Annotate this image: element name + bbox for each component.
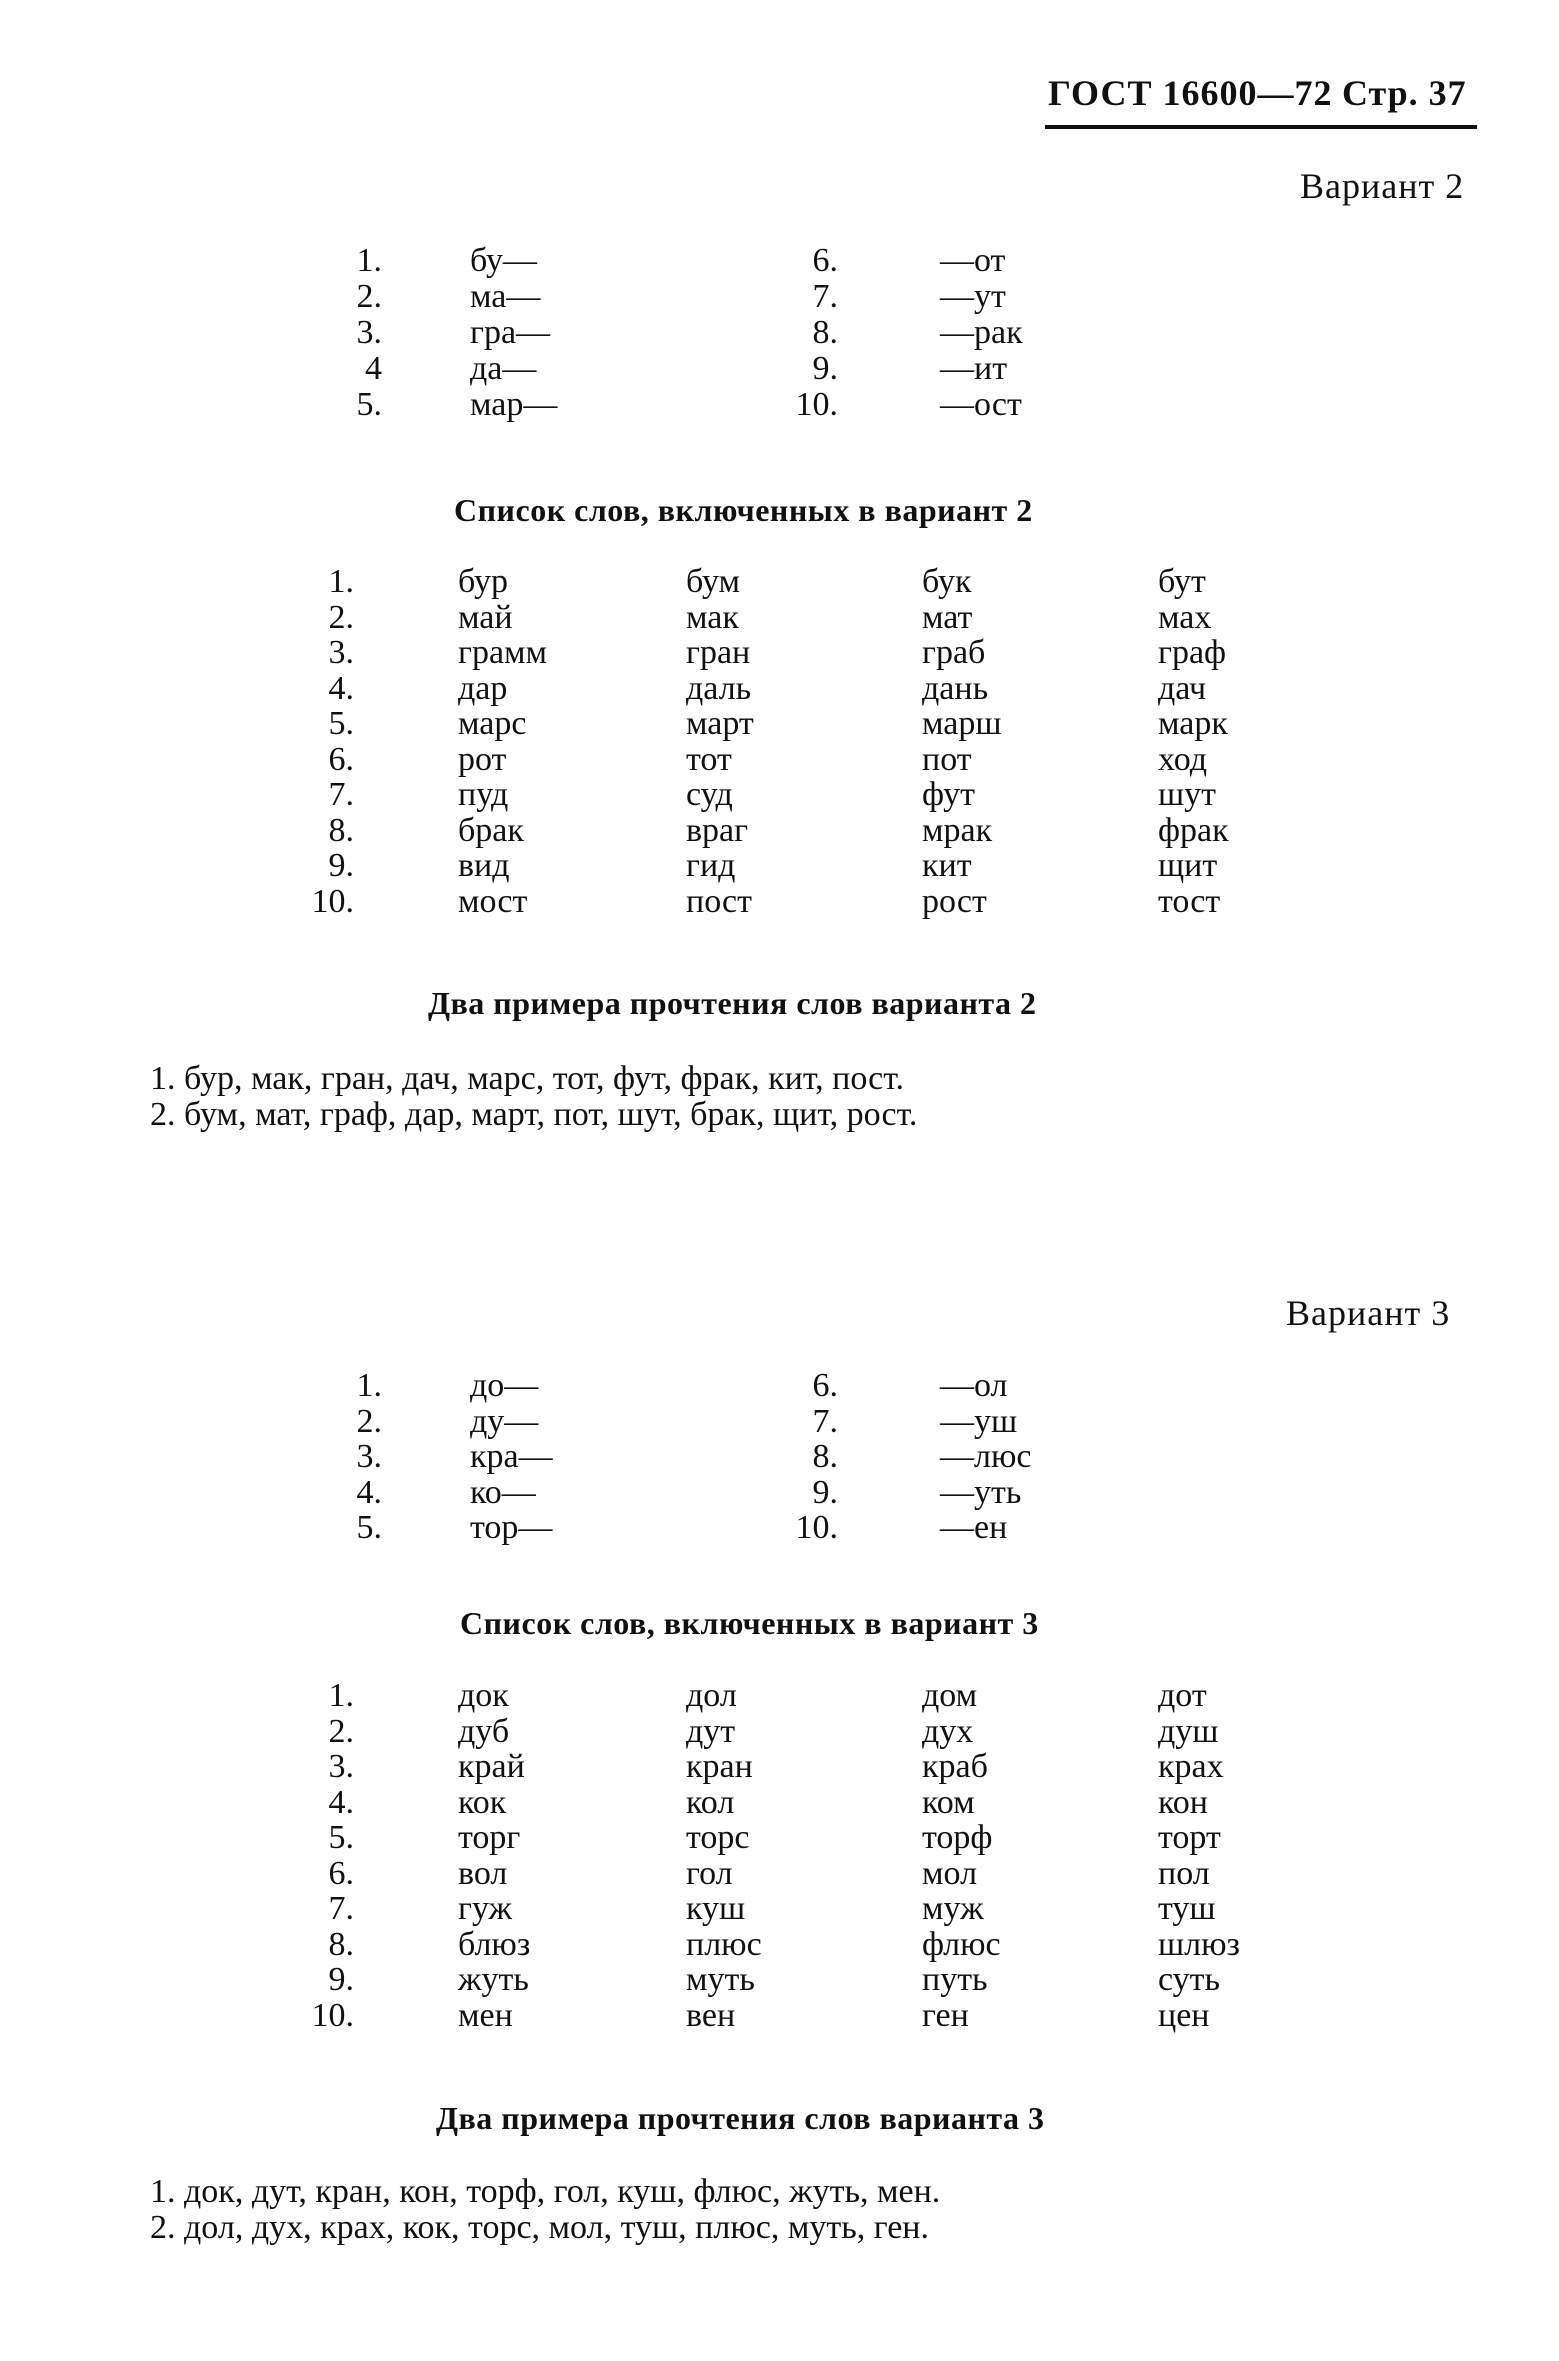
fragment-number-right: 8.	[812, 1438, 838, 1475]
fragment-suffix: —рак	[940, 314, 1023, 351]
word-cell: торт	[1158, 1819, 1221, 1856]
word-row	[0, 1998, 1559, 2034]
word-cell: дом	[922, 1677, 978, 1714]
word-cell: дар	[458, 669, 508, 707]
word-cell: флюс	[922, 1925, 1001, 1963]
word-cell: вол	[458, 1854, 508, 1892]
fragment-suffix: —ол	[940, 1367, 1008, 1404]
word-cell: дань	[922, 669, 989, 707]
word-cell: мен	[458, 1996, 513, 2034]
header-rule	[1045, 125, 1477, 129]
word-row	[0, 1785, 1559, 1821]
fragment-row	[0, 243, 1559, 279]
word-cell: шут	[1158, 776, 1217, 813]
word-cell: кран	[686, 1748, 753, 1785]
fragment-number-left: 3.	[356, 314, 382, 351]
fragment-prefix: тор—	[470, 1509, 553, 1546]
word-cell: граб	[922, 634, 986, 671]
word-cell: туш	[1158, 1890, 1216, 1927]
word-row-number: 3.	[328, 634, 354, 671]
word-cell: щит	[1158, 847, 1218, 884]
word-cell: вен	[686, 1996, 736, 2034]
variant-3-examples-title: Два примера прочтения слов варианта 3	[436, 2100, 1045, 2136]
word-cell: враг	[686, 811, 749, 849]
word-cell: цен	[1158, 1996, 1210, 2034]
fragment-number-left: 2.	[356, 278, 382, 315]
fragment-number-left: 2.	[356, 1402, 382, 1440]
word-cell: тот	[686, 740, 732, 778]
variant-2-title: Вариант 2	[1300, 166, 1465, 206]
word-row	[0, 742, 1559, 778]
word-cell: пуд	[458, 776, 509, 813]
variant-3-title: Вариант 3	[1286, 1293, 1451, 1333]
variant-2-example-1: 1. бур, мак, гран, дач, марс, тот, фут, фрак, кит, пост.	[150, 1060, 905, 1097]
word-cell: путь	[922, 1961, 988, 1998]
word-cell: фрак	[1158, 811, 1229, 849]
word-row	[0, 777, 1559, 813]
word-row-number: 2.	[328, 1712, 354, 1750]
word-row-number: 5.	[328, 705, 354, 742]
word-cell: жуть	[458, 1961, 529, 1998]
word-row-number: 4.	[328, 1783, 354, 1821]
word-row	[0, 1820, 1559, 1856]
fragment-number-left: 4	[365, 350, 382, 387]
word-row	[0, 1749, 1559, 1785]
word-cell: плюс	[686, 1925, 762, 1963]
word-cell: ком	[922, 1783, 975, 1821]
word-cell: март	[686, 705, 754, 742]
fragment-number-right: 6.	[812, 1367, 838, 1404]
fragment-prefix: да—	[470, 350, 537, 387]
fragment-suffix: —ит	[940, 350, 1008, 387]
word-cell: граф	[1158, 634, 1227, 671]
word-cell: торс	[686, 1819, 750, 1856]
fragment-row	[0, 1510, 1559, 1546]
word-row-number: 9.	[328, 1961, 354, 1998]
word-row	[0, 1891, 1559, 1927]
word-cell: кол	[686, 1783, 735, 1821]
fragment-row	[0, 1368, 1559, 1404]
fragment-suffix: —ут	[940, 278, 1006, 315]
word-cell: муж	[922, 1890, 984, 1927]
word-cell: дух	[922, 1712, 974, 1750]
fragment-number-right: 7.	[812, 278, 838, 315]
word-cell: ген	[922, 1996, 969, 2034]
word-cell: муть	[686, 1961, 755, 1998]
word-cell: кок	[458, 1783, 507, 1821]
word-cell: пост	[686, 882, 752, 920]
word-cell: блюз	[458, 1925, 531, 1963]
word-cell: гуж	[458, 1890, 512, 1927]
word-cell: бур	[458, 563, 509, 600]
word-row-number: 4.	[328, 669, 354, 707]
fragment-prefix: до—	[470, 1367, 539, 1404]
word-row-number: 8.	[328, 811, 354, 849]
word-row-number: 6.	[328, 1854, 354, 1892]
word-cell: кит	[922, 847, 972, 884]
fragment-row	[0, 1404, 1559, 1440]
fragment-row	[0, 387, 1559, 423]
fragment-number-left: 3.	[356, 1438, 382, 1475]
word-cell: рост	[922, 882, 987, 920]
word-cell: марш	[922, 705, 1002, 742]
fragment-number-left: 4.	[356, 1473, 382, 1511]
word-cell: душ	[1158, 1712, 1219, 1750]
fragment-suffix: —уть	[940, 1473, 1022, 1511]
word-cell: док	[458, 1677, 509, 1714]
fragment-row	[0, 279, 1559, 315]
fragment-suffix: —люс	[940, 1438, 1032, 1475]
word-row	[0, 1678, 1559, 1714]
word-cell: краб	[922, 1748, 988, 1785]
word-row	[0, 813, 1559, 849]
word-cell: гол	[686, 1854, 733, 1892]
variant-2-example-2: 2. бум, мат, граф, дар, март, пот, шут, брак, щит, рост.	[150, 1096, 918, 1133]
word-cell: мост	[458, 882, 528, 920]
word-cell: дут	[686, 1712, 736, 1750]
word-row-number: 10.	[311, 882, 354, 920]
word-cell: ход	[1158, 740, 1208, 778]
word-cell: марс	[458, 705, 527, 742]
word-row	[0, 848, 1559, 884]
fragment-suffix: —ен	[940, 1509, 1008, 1546]
fragment-row	[0, 1439, 1559, 1475]
header-doc-number: ГОСТ 16600—72	[1048, 73, 1333, 113]
variant-3-list-title: Список слов, включенных в вариант 3	[460, 1605, 1039, 1641]
word-cell: куш	[686, 1890, 746, 1927]
word-row-number: 1.	[328, 1677, 354, 1714]
word-row	[0, 671, 1559, 707]
word-cell: мат	[922, 598, 973, 636]
word-cell: марк	[1158, 705, 1228, 742]
word-row-number: 6.	[328, 740, 354, 778]
word-cell: бук	[922, 563, 972, 600]
word-row-number: 9.	[328, 847, 354, 884]
word-cell: мак	[686, 598, 739, 636]
variant-3-example-2: 2. дол, дух, крах, кок, торс, мол, туш, плюс, муть, ген.	[150, 2209, 929, 2246]
variant-2-examples-title: Два примера прочтения слов варианта 2	[428, 985, 1037, 1021]
fragment-suffix: —от	[940, 242, 1006, 279]
word-cell: дот	[1158, 1677, 1207, 1714]
word-row	[0, 635, 1559, 671]
word-cell: даль	[686, 669, 752, 707]
word-cell: рот	[458, 740, 507, 778]
fragment-number-right: 9.	[812, 1473, 838, 1511]
word-cell: грамм	[458, 634, 548, 671]
fragment-number-right: 9.	[812, 350, 838, 387]
word-cell: дач	[1158, 669, 1207, 707]
word-cell: пол	[1158, 1854, 1210, 1892]
word-row-number: 3.	[328, 1748, 354, 1785]
variant-2-list-title: Список слов, включенных в вариант 2	[454, 492, 1033, 528]
word-row	[0, 1714, 1559, 1750]
fragment-number-right: 7.	[812, 1402, 838, 1440]
fragment-suffix: —ост	[940, 386, 1022, 423]
word-row-number: 5.	[328, 1819, 354, 1856]
word-cell: край	[458, 1748, 525, 1785]
fragment-number-right: 10.	[795, 386, 838, 423]
word-row	[0, 1927, 1559, 1963]
word-cell: бут	[1158, 563, 1206, 600]
fragment-prefix: мар—	[470, 386, 558, 423]
fragment-number-right: 6.	[812, 242, 838, 279]
word-row	[0, 1856, 1559, 1892]
word-row	[0, 706, 1559, 742]
fragment-number-left: 5.	[356, 386, 382, 423]
fragment-prefix: гра—	[470, 314, 551, 351]
fragment-number-right: 10.	[795, 1509, 838, 1546]
fragment-number-left: 1.	[356, 1367, 382, 1404]
word-cell: фут	[922, 776, 976, 813]
word-cell: шлюз	[1158, 1925, 1240, 1963]
word-row-number: 1.	[328, 563, 354, 600]
word-cell: крах	[1158, 1748, 1224, 1785]
fragment-row	[0, 1475, 1559, 1511]
word-row-number: 7.	[328, 776, 354, 813]
word-cell: брак	[458, 811, 524, 849]
word-row-number: 7.	[328, 1890, 354, 1927]
word-cell: дуб	[458, 1712, 510, 1750]
word-cell: пот	[922, 740, 972, 778]
fragment-number-left: 5.	[356, 1509, 382, 1546]
word-cell: мол	[922, 1854, 978, 1892]
fragment-row	[0, 351, 1559, 387]
word-row-number: 8.	[328, 1925, 354, 1963]
word-cell: тост	[1158, 882, 1221, 920]
fragment-row	[0, 315, 1559, 351]
word-cell: мах	[1158, 598, 1212, 636]
word-cell: кон	[1158, 1783, 1208, 1821]
word-cell: мрак	[922, 811, 993, 849]
fragment-prefix: бу—	[470, 242, 538, 279]
word-row-number: 2.	[328, 598, 354, 636]
header-page-number: Стр. 37	[1342, 73, 1467, 113]
fragment-prefix: кра—	[470, 1438, 553, 1475]
word-row	[0, 884, 1559, 920]
word-cell: вид	[458, 847, 510, 884]
word-row	[0, 600, 1559, 636]
word-cell: суть	[1158, 1961, 1221, 1998]
fragment-number-left: 1.	[356, 242, 382, 279]
fragment-prefix: ко—	[470, 1473, 536, 1511]
word-cell: торф	[922, 1819, 993, 1856]
fragment-suffix: —уш	[940, 1402, 1018, 1440]
word-row	[0, 1962, 1559, 1998]
fragment-number-right: 8.	[812, 314, 838, 351]
word-row-number: 10.	[311, 1996, 354, 2034]
fragment-prefix: ма—	[470, 278, 541, 315]
word-cell: дол	[686, 1677, 737, 1714]
fragment-prefix: ду—	[470, 1402, 539, 1440]
word-cell: май	[458, 598, 513, 636]
word-cell: гид	[686, 847, 736, 884]
word-cell: гран	[686, 634, 751, 671]
word-cell: бум	[686, 563, 741, 600]
variant-3-example-1: 1. док, дут, кран, кон, торф, гол, куш, флюс, жуть, мен.	[150, 2173, 941, 2210]
word-cell: торг	[458, 1819, 521, 1856]
word-row	[0, 564, 1559, 600]
word-cell: суд	[686, 776, 733, 813]
